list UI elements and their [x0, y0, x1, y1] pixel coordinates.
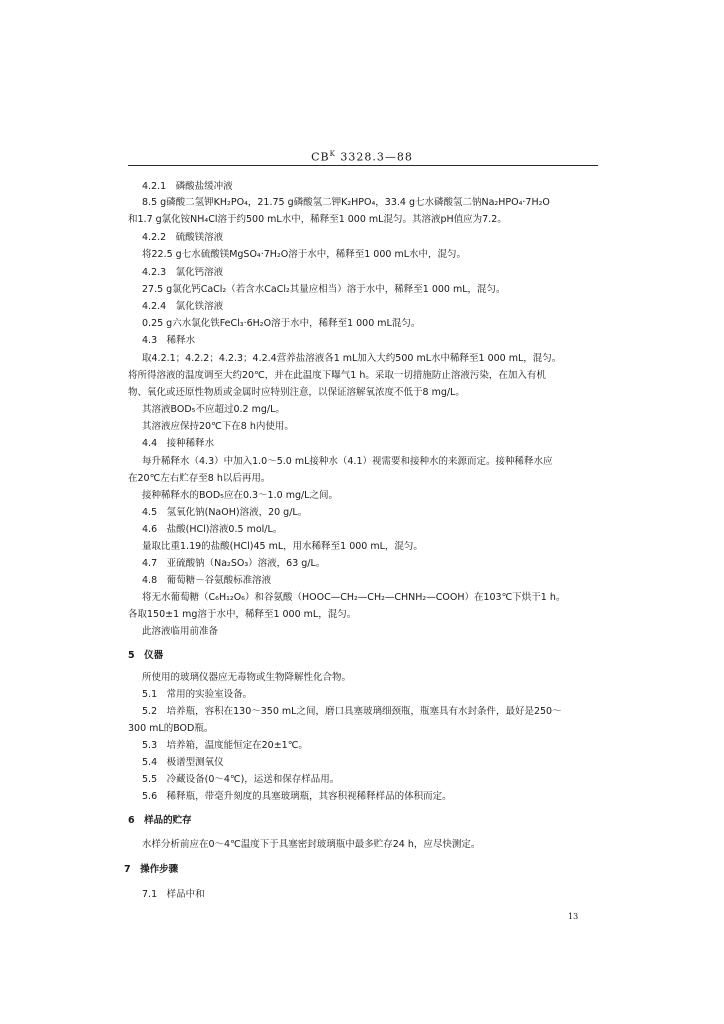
text-line: 取4.2.1；4.2.2；4.2.3；4.2.4营养盐溶液各1 mL加入大约500 mL水中稀释至1 000 mL，混匀。 — [142, 353, 562, 364]
text-line: 和1.7 g氯化铵NH₄Cl溶于约500 mL水中，稀释至1 000 mL混匀。其溶液pH值应为7.2。 — [128, 214, 507, 225]
header-rest: 3328.3—88 — [335, 150, 413, 164]
text-line: 此溶液临用前准备 — [142, 626, 219, 637]
text-line: 8.5 g磷酸二氢钾KH₂PO₄，21.75 g磷酸氢二钾K₂HPO₄，33.4 g七水磷酸氢二钠Na₂HPO₄·7H₂O — [142, 197, 550, 208]
text-line: 量取比重1.19的盐酸(HCl)45 mL，用水稀释至1 000 mL，混匀。 — [142, 541, 423, 552]
text-line: 接种稀释水的BOD₅应在0.3～1.0 mg/L之间。 — [142, 490, 338, 501]
text-line: 300 mL的BOD瓶。 — [128, 723, 214, 734]
heading-4-2-1: 4.2.1 磷酸盐缓冲液 — [142, 181, 233, 192]
heading-5-6: 5.6 稀释瓶，带毫升刻度的具塞玻璃瓶，其容积视稀释样品的体积而定。 — [142, 791, 452, 802]
heading-4-5: 4.5 氢氧化钠(NaOH)溶液，20 g/L。 — [142, 507, 308, 518]
page-header — [0, 150, 724, 164]
text-line: 水样分析前应在0～4℃温度下于具塞密封玻璃瓶中最多贮存24 h，应尽快测定。 — [142, 839, 481, 850]
page-number: 13 — [568, 912, 579, 921]
heading-5-5: 5.5 冷藏设备(0～4℃)，运送和保存样品用。 — [142, 774, 340, 785]
text-line: 在20℃左右贮存至8 h以后再用。 — [128, 473, 271, 484]
heading-4-2-4: 4.2.4 氯化铁溶液 — [142, 301, 224, 312]
text-line: 27.5 g氯化钙CaCl₂（若含水CaCl₂其量应相当）溶于水中，稀释至1 000 mL，混匀。 — [142, 284, 506, 295]
text-line: 各取150±1 mg溶于水中，稀释至1 000 mL，混匀。 — [128, 609, 357, 620]
text-line: 其溶液BOD₅不应超过0.2 mg/L。 — [142, 404, 285, 415]
heading-4-2-2: 4.2.2 硫酸镁溶液 — [142, 232, 224, 243]
text-line: 0.25 g六水氯化铁FeCl₃·6H₂O溶于水中，稀释至1 000 mL混匀。 — [142, 318, 421, 329]
text-line: 将22.5 g七水硫酸镁MgSO₄·7H₂O溶于水中，稀释至1 000 mL水中，混匀。 — [142, 249, 467, 260]
text-line: 将所得溶液的温度调至大约20℃，并在此温度下曝气1 h。采取一切措施防止溶液污染，在加入有机 — [128, 370, 546, 381]
heading-4-8: 4.8 葡萄糖－谷氨酸标准溶液 — [142, 575, 272, 586]
heading-5-1: 5.1 常用的实验室设备。 — [142, 689, 253, 700]
header-code: CB — [311, 150, 330, 164]
header-rule — [128, 165, 598, 166]
heading-4-6: 4.6 盐酸(HCl)溶液0.5 mol/L。 — [142, 524, 283, 535]
heading-4-7: 4.7 亚硫酸钠（Na₂SO₃）溶液，63 g/L。 — [142, 558, 326, 569]
text-line: 其溶液应保持20℃下在8 h内使用。 — [142, 421, 294, 432]
heading-5-4: 5.4 极谱型测氧仪 — [142, 757, 224, 768]
text-line: 将无水葡萄糖（C₆H₁₂O₆）和谷氨酸（HOOC—CH₂—CH₂—CHNH₂—COOH）在103℃下烘干1 h。 — [142, 592, 566, 603]
heading-4-2-3: 4.2.3 氯化钙溶液 — [142, 267, 224, 278]
text-line: 所使用的玻璃仪器应无毒物或生物降解性化合物。 — [142, 672, 352, 683]
text-line: 每升稀释水（4.3）中加入1.0～5.0 mL接种水（4.1）视需要和接种水的来源而定。接种稀释水应 — [142, 456, 553, 467]
section-5-heading: 5 仪器 — [128, 650, 164, 661]
heading-5-2: 5.2 培养瓶，容积在130～350 mL之间，磨口具塞玻璃细颈瓶，瓶塞具有水封条件，最好是250～ — [142, 706, 562, 717]
heading-5-3: 5.3 培养箱，温度能恒定在20±1℃。 — [142, 740, 308, 751]
header-sup: K — [329, 150, 336, 158]
text-line: 物、氧化或还原性物质或金属时应特别注意，以保证溶解氧浓度不低于8 mg/L。 — [128, 387, 465, 398]
heading-7-1: 7.1 样品中和 — [142, 889, 205, 900]
heading-4-3: 4.3 稀释水 — [142, 335, 196, 346]
heading-4-4: 4.4 接种稀释水 — [142, 438, 215, 449]
section-7-heading: 7 操作步骤 — [124, 864, 179, 875]
section-6-heading: 6 样品的贮存 — [128, 815, 192, 826]
